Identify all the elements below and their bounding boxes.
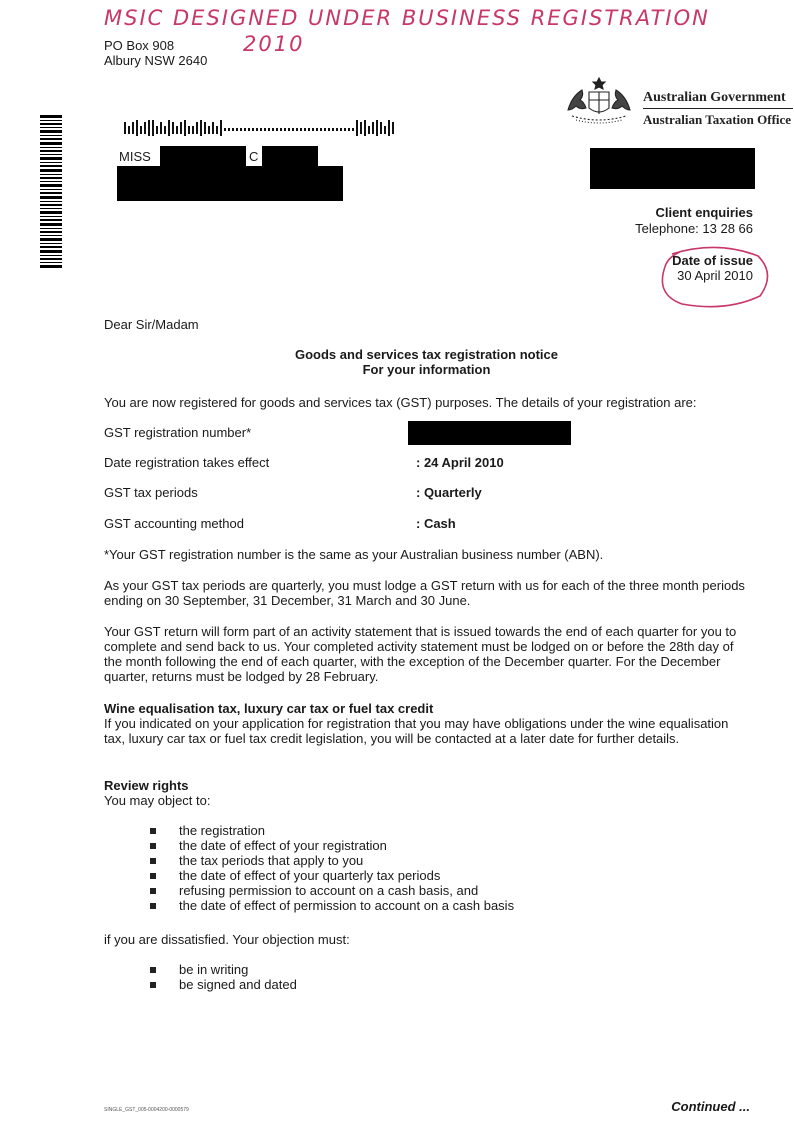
- detail-value: : 24 April 2010: [416, 455, 504, 470]
- intro-paragraph: You are now registered for goods and services tax (GST) purposes. The details of your registration are:: [104, 395, 697, 410]
- return-address-line2: Albury NSW 2640: [104, 53, 208, 68]
- wine-paragraph: If you indicated on your application for registration that you may have obligations under the wine equalisation tax, luxury car tax or fuel tax credit legislation, you will be contacted at a later date for further details.: [104, 716, 729, 746]
- redaction-gst-number: [408, 421, 571, 445]
- detail-row-tax-periods: [104, 485, 744, 505]
- redaction-recipient-address: [117, 166, 343, 201]
- client-enquiries-telephone: Telephone: 13 28 66: [635, 221, 753, 236]
- list-item: the date of effect of permission to account on a cash basis: [150, 898, 514, 913]
- list-item: the date of effect of your quarterly tax periods: [150, 868, 514, 883]
- objection-grounds-list: [150, 823, 514, 913]
- government-divider: [643, 108, 793, 109]
- redaction-reference: [590, 148, 755, 189]
- recipient-title: MISS: [119, 149, 151, 164]
- list-item: be signed and dated: [150, 977, 297, 992]
- return-address: [104, 38, 207, 68]
- detail-row-effective-date: [104, 455, 744, 475]
- abn-note: *Your GST registration number is the same as your Australian business number (ABN).: [104, 547, 604, 562]
- date-of-issue-value: 30 April 2010: [677, 268, 753, 283]
- list-item: the tax periods that apply to you: [150, 853, 514, 868]
- review-rights-intro: You may object to:: [104, 793, 211, 808]
- review-rights-heading: Review rights: [104, 778, 189, 793]
- list-item: be in writing: [150, 962, 297, 977]
- objection-requirements-list: [150, 962, 297, 992]
- list-item: the registration: [150, 823, 514, 838]
- government-name: Australian Government: [643, 90, 786, 105]
- agency-name: Australian Taxation Office: [643, 112, 792, 127]
- detail-label: GST tax periods: [104, 485, 198, 500]
- notice-subtitle: For your information: [362, 362, 491, 377]
- objection-intro: if you are dissatisfied. Your objection must:: [104, 932, 350, 947]
- list-item: the date of effect of your registration: [150, 838, 514, 853]
- quarterly-paragraph: As your GST tax periods are quarterly, you must lodge a GST return with us for each of the three month periods ending on 30 September, 31 December, 31 March and 30 June.: [104, 578, 745, 608]
- redaction-recipient-name: [160, 146, 246, 166]
- handwritten-annotation-line1: MSIC DESIGNED UNDER BUSINESS REGISTRATION: [104, 6, 710, 30]
- continued-label: Continued ...: [671, 1099, 750, 1114]
- return-address-line1: PO Box 908: [104, 38, 175, 53]
- detail-row-accounting-method: [104, 516, 744, 536]
- activity-statement-paragraph: Your GST return will form part of an activity statement that is issued towards the end of each quarter for you to complete and send back to us. Your completed activity statement must be lodged on or before the 28th day of the month following the end of each quarter, with the exception of the December quarter. For the December quarter, returns must be lodged by 28 February.: [104, 624, 737, 684]
- wine-heading: Wine equalisation tax, luxury car tax or fuel tax credit: [104, 701, 434, 716]
- handwritten-annotation-line2: 2010: [243, 32, 305, 56]
- client-enquiries-heading: Client enquiries: [655, 205, 753, 220]
- date-of-issue-label: Date of issue: [672, 253, 753, 268]
- salutation: Dear Sir/Madam: [104, 317, 199, 332]
- recipient-initial: C: [249, 149, 259, 164]
- detail-label: GST accounting method: [104, 516, 244, 531]
- detail-label: GST registration number*: [104, 425, 252, 440]
- detail-value: : Quarterly: [416, 485, 482, 500]
- detail-value: : Cash: [416, 516, 456, 531]
- detail-label: Date registration takes effect: [104, 455, 270, 470]
- redaction-recipient-surname: [262, 146, 318, 166]
- notice-title: Goods and services tax registration notice: [295, 347, 558, 362]
- footer-document-code: SINGLE_GST_005-0004200-0000579: [104, 1107, 189, 1113]
- coat-of-arms-icon: [562, 76, 636, 126]
- mail-barcode: [124, 120, 404, 138]
- vertical-barcode: [40, 115, 62, 270]
- list-item: refusing permission to account on a cash basis, and: [150, 883, 514, 898]
